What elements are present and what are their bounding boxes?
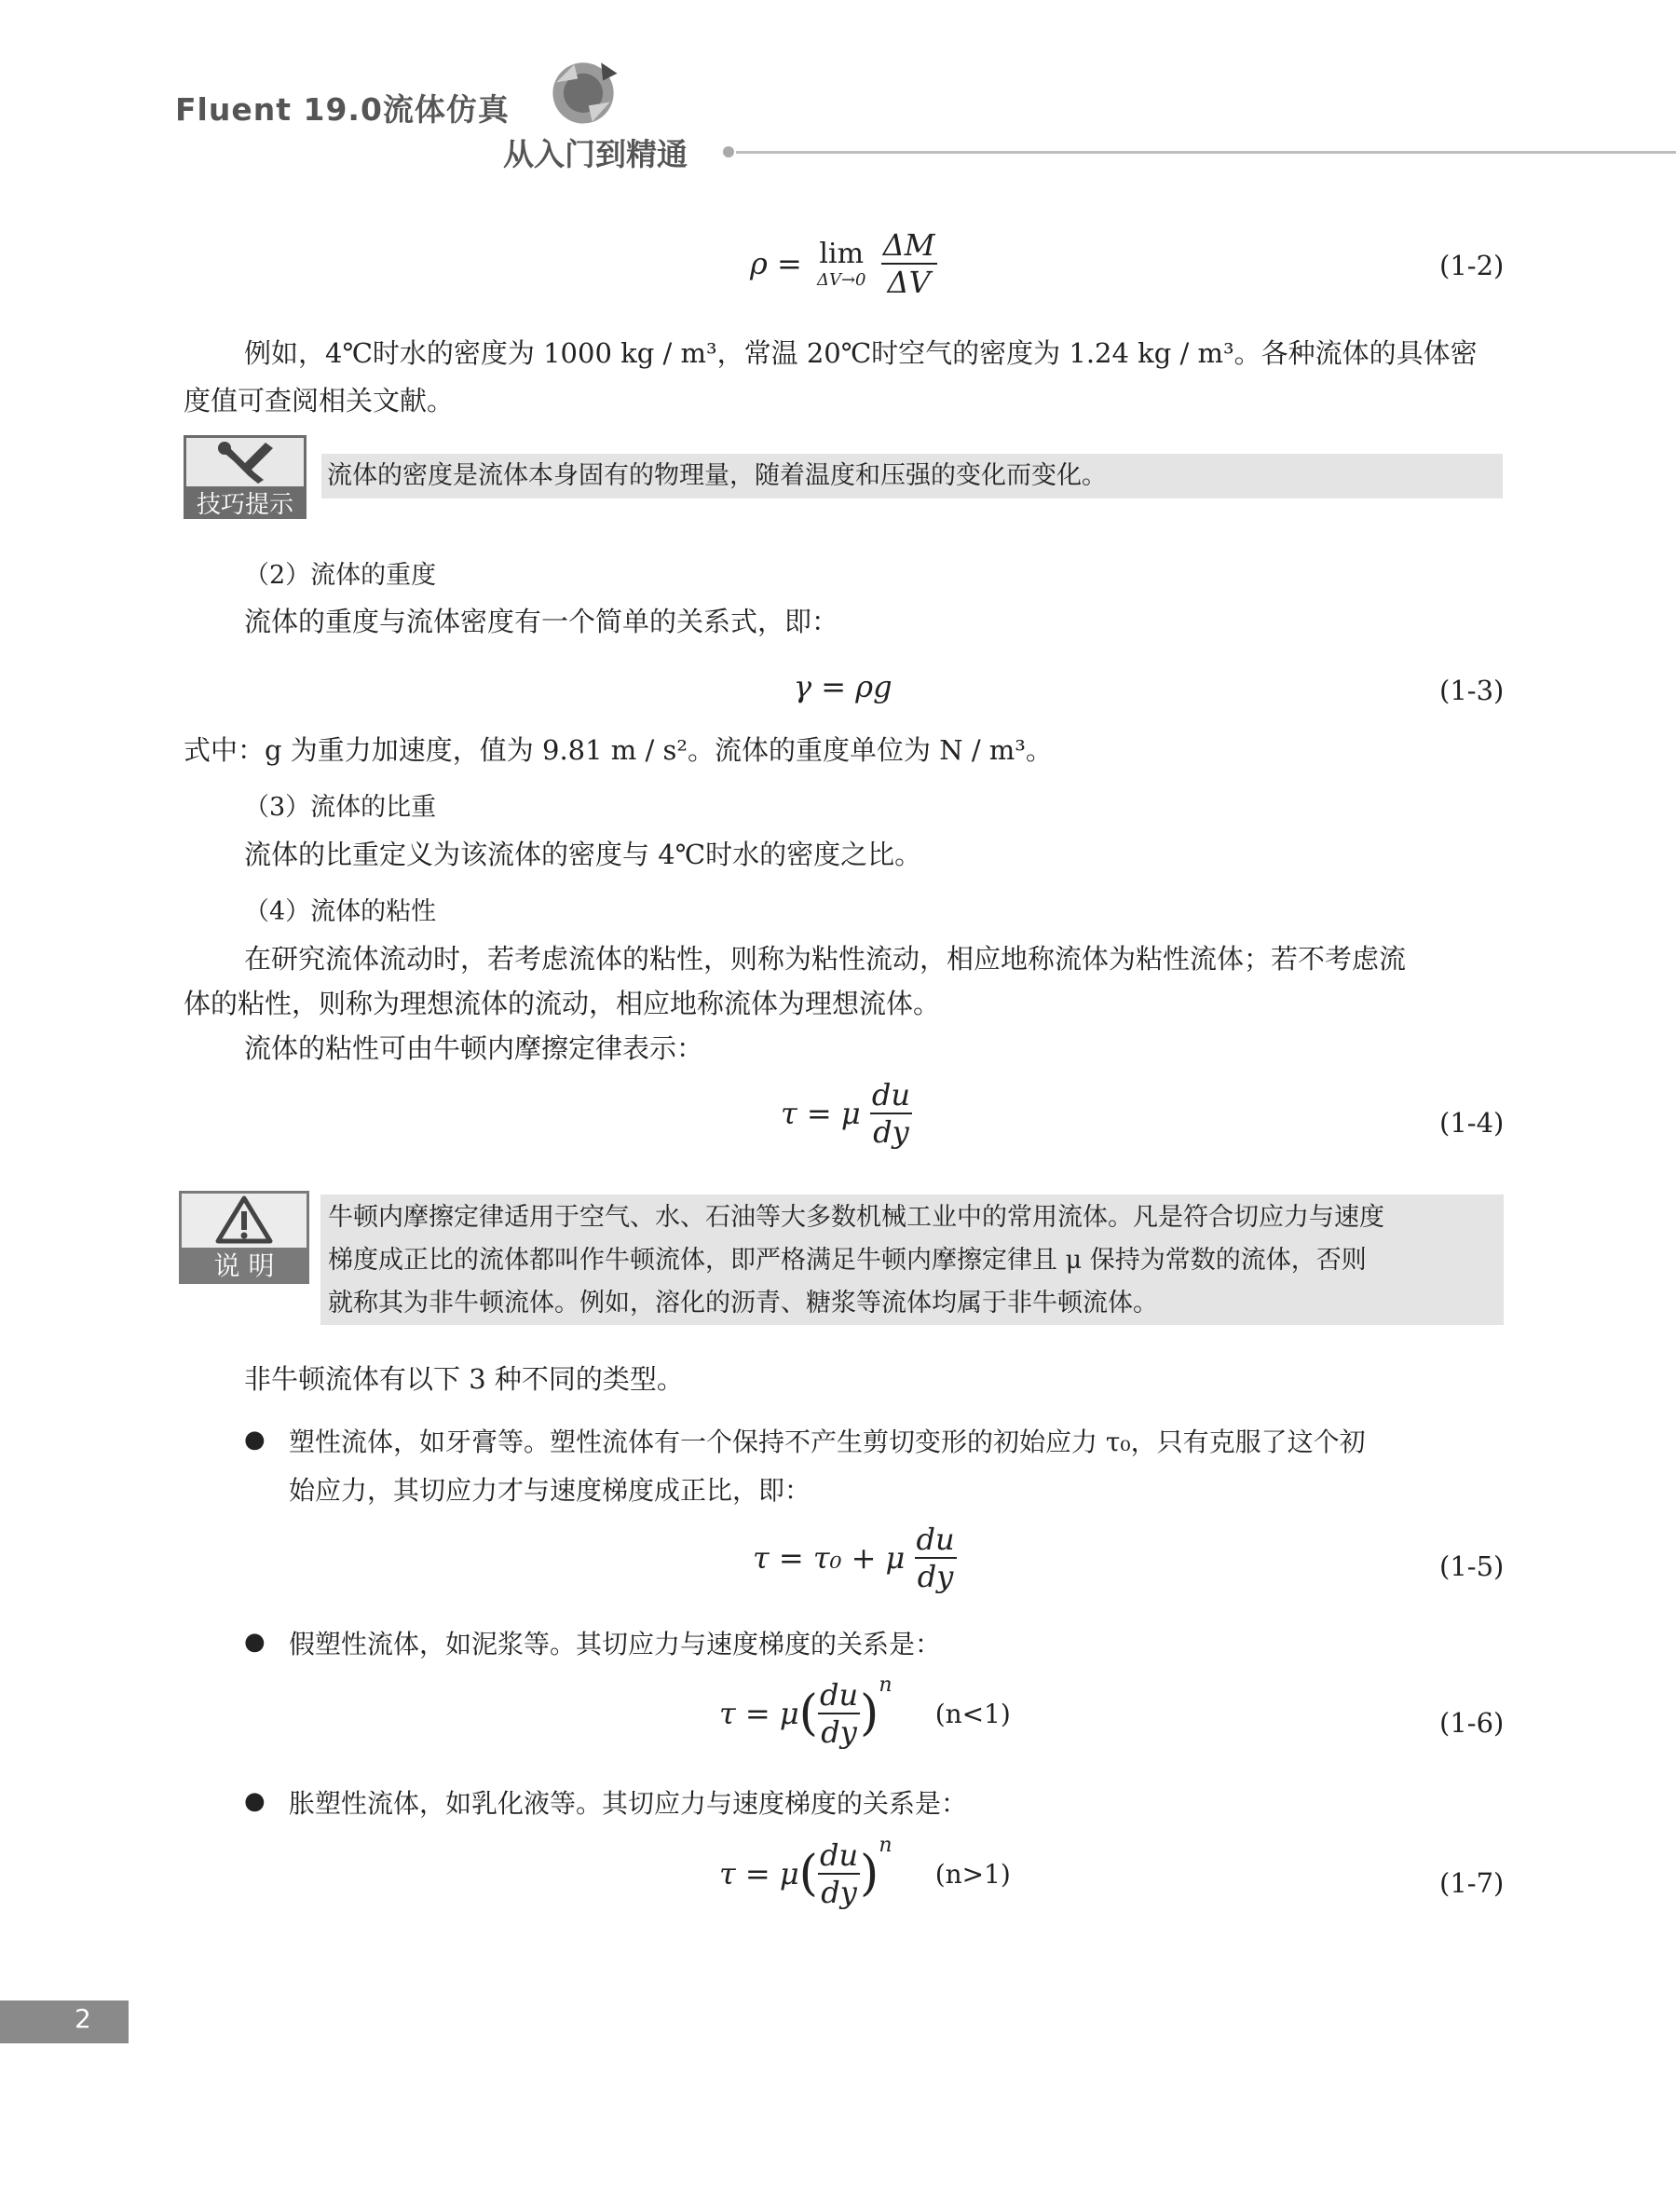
paragraph-viscosity-line3: 流体的粘性可由牛顿内摩擦定律表示：	[244, 1032, 704, 1064]
tip-text: 流体的密度是流体本身固有的物理量，随着温度和压强的变化而变化。	[327, 461, 1107, 490]
eq-1-6-denominator: dy	[821, 1714, 857, 1750]
paragraph-viscosity-line1: 在研究流体流动时，若考虑流体的粘性，则称为粘性流动，相应地称流体为粘性流体；若不考虑流	[244, 943, 1407, 975]
note-box	[320, 1195, 1504, 1325]
eq-1-6-condition: (n<1)	[934, 1698, 1011, 1729]
note-label: 说 明	[213, 1250, 275, 1281]
paragraph-density-line2: 度值可查阅相关文献。	[184, 385, 455, 416]
note-text-line1: 牛顿内摩擦定律适用于空气、水、石油等大多数机械工业中的常用流体。凡是符合切应力与速度	[328, 1203, 1384, 1232]
eq-1-5-lhs: τ = τ₀ + μ	[753, 1540, 906, 1576]
header-subtitle: 从入门到精通	[503, 136, 688, 172]
eq-1-7-lhs: τ = μ	[719, 1856, 799, 1891]
eq-number-1-6: (1-6)	[1439, 1707, 1505, 1739]
paragraph-density-line1: 例如，4℃时水的密度为 1000 kg / m³，常温 20℃时空气的密度为 1.24 kg / m³。各种流体的具体密	[244, 337, 1478, 369]
eq-1-7-denominator: dy	[821, 1875, 857, 1910]
paragraph-weight: 流体的重度与流体密度有一个简单的关系式，即：	[244, 606, 839, 637]
eq-1-2-lhs: ρ =	[750, 246, 802, 281]
note-text-line2: 梯度成正比的流体都叫作牛顿流体，即严格满足牛顿内摩擦定律且 μ 保持为常数的流体，否则	[328, 1246, 1367, 1275]
page-number: 2	[75, 2003, 91, 2034]
bullet-1-dot: ●	[244, 1426, 266, 1454]
equation-1-5	[753, 1522, 957, 1594]
eq-1-6-exponent: n	[879, 1673, 893, 1697]
eq-1-2-lim: lim	[819, 238, 865, 270]
header-rule	[736, 151, 1676, 154]
eq-1-2-numerator: ΔM	[882, 227, 935, 263]
tip-box	[321, 454, 1503, 498]
eq-number-1-4: (1-4)	[1439, 1107, 1505, 1139]
eq-number-1-5: (1-5)	[1439, 1550, 1505, 1582]
eq-1-5-numerator: du	[916, 1522, 955, 1557]
equation-1-4	[781, 1077, 912, 1150]
eq-1-7-condition: (n>1)	[934, 1858, 1011, 1890]
bullet-3-text: 胀塑性流体，如乳化液等。其切应力与速度梯度的关系是：	[289, 1788, 968, 1819]
bullet-3-dot: ●	[244, 1787, 266, 1815]
equation-1-2	[750, 227, 937, 300]
equation-1-3: γ = ρg	[794, 669, 893, 704]
eq-1-2-denominator: ΔV	[887, 265, 931, 300]
eq-number-1-3: (1-3)	[1439, 675, 1505, 706]
bullet-1-line2: 始应力，其切应力才与速度梯度成正比，即：	[289, 1475, 811, 1506]
eq-1-4-lhs: τ = μ	[781, 1096, 861, 1131]
eq-1-2-lim-sub: ΔV→0	[816, 270, 866, 290]
equation-1-6: τ = μ( $\frac{du}{dy}$ )$^n$ (n<1)	[719, 1673, 1011, 1750]
eq-number-1-7: (1-7)	[1439, 1867, 1505, 1899]
header-dot	[723, 146, 734, 157]
paragraph-viscosity-line2: 体的粘性，则称为理想流体的流动，相应地称流体为理想流体。	[184, 988, 941, 1019]
eq-1-6-numerator: du	[819, 1677, 859, 1713]
eq-1-4-denominator: dy	[873, 1114, 909, 1150]
bullet-1-line1: 塑性流体，如牙膏等。塑性流体有一个保持不产生剪切变形的初始应力 τ₀，只有克服了这个初	[289, 1427, 1366, 1457]
gear-arrows-logo-icon	[538, 47, 628, 136]
heading-viscosity: （4）流体的粘性	[244, 897, 437, 926]
header-title: Fluent 19.0流体仿真	[175, 91, 510, 128]
eq-1-5-denominator: dy	[917, 1559, 954, 1594]
tip-label: 技巧提示	[196, 491, 293, 519]
heading-specific-gravity: （3）流体的比重	[244, 793, 437, 822]
paragraph-types-intro: 非牛顿流体有以下 3 种不同的类型。	[244, 1363, 684, 1395]
eq-1-6-lhs: τ = μ	[719, 1696, 799, 1731]
heading-weight: （2）流体的重度	[244, 561, 437, 590]
paragraph-specific-gravity: 流体的比重定义为该流体的密度与 4℃时水的密度之比。	[244, 839, 922, 870]
note-text-line3: 就称其为非牛顿流体。例如，溶化的沥青、糖浆等流体均属于非牛顿流体。	[328, 1289, 1158, 1318]
paragraph-gravity: 式中：g 为重力加速度，值为 9.81 m / s²。流体的重度单位为 N / m³。	[184, 734, 1053, 766]
eq-number-1-2: (1-2)	[1439, 250, 1505, 281]
page-number-bar	[0, 2000, 129, 2043]
eq-1-7-exponent: n	[879, 1834, 893, 1857]
bullet-2-dot: ●	[244, 1628, 266, 1656]
bullet-2-text: 假塑性流体，如泥浆等。其切应力与速度梯度的关系是：	[289, 1629, 942, 1659]
eq-1-7-numerator: du	[819, 1837, 859, 1873]
equation-1-7: τ = μ( $\frac{du}{dy}$ )$^n$ (n>1)	[719, 1834, 1011, 1910]
eq-1-4-numerator: du	[871, 1077, 910, 1113]
